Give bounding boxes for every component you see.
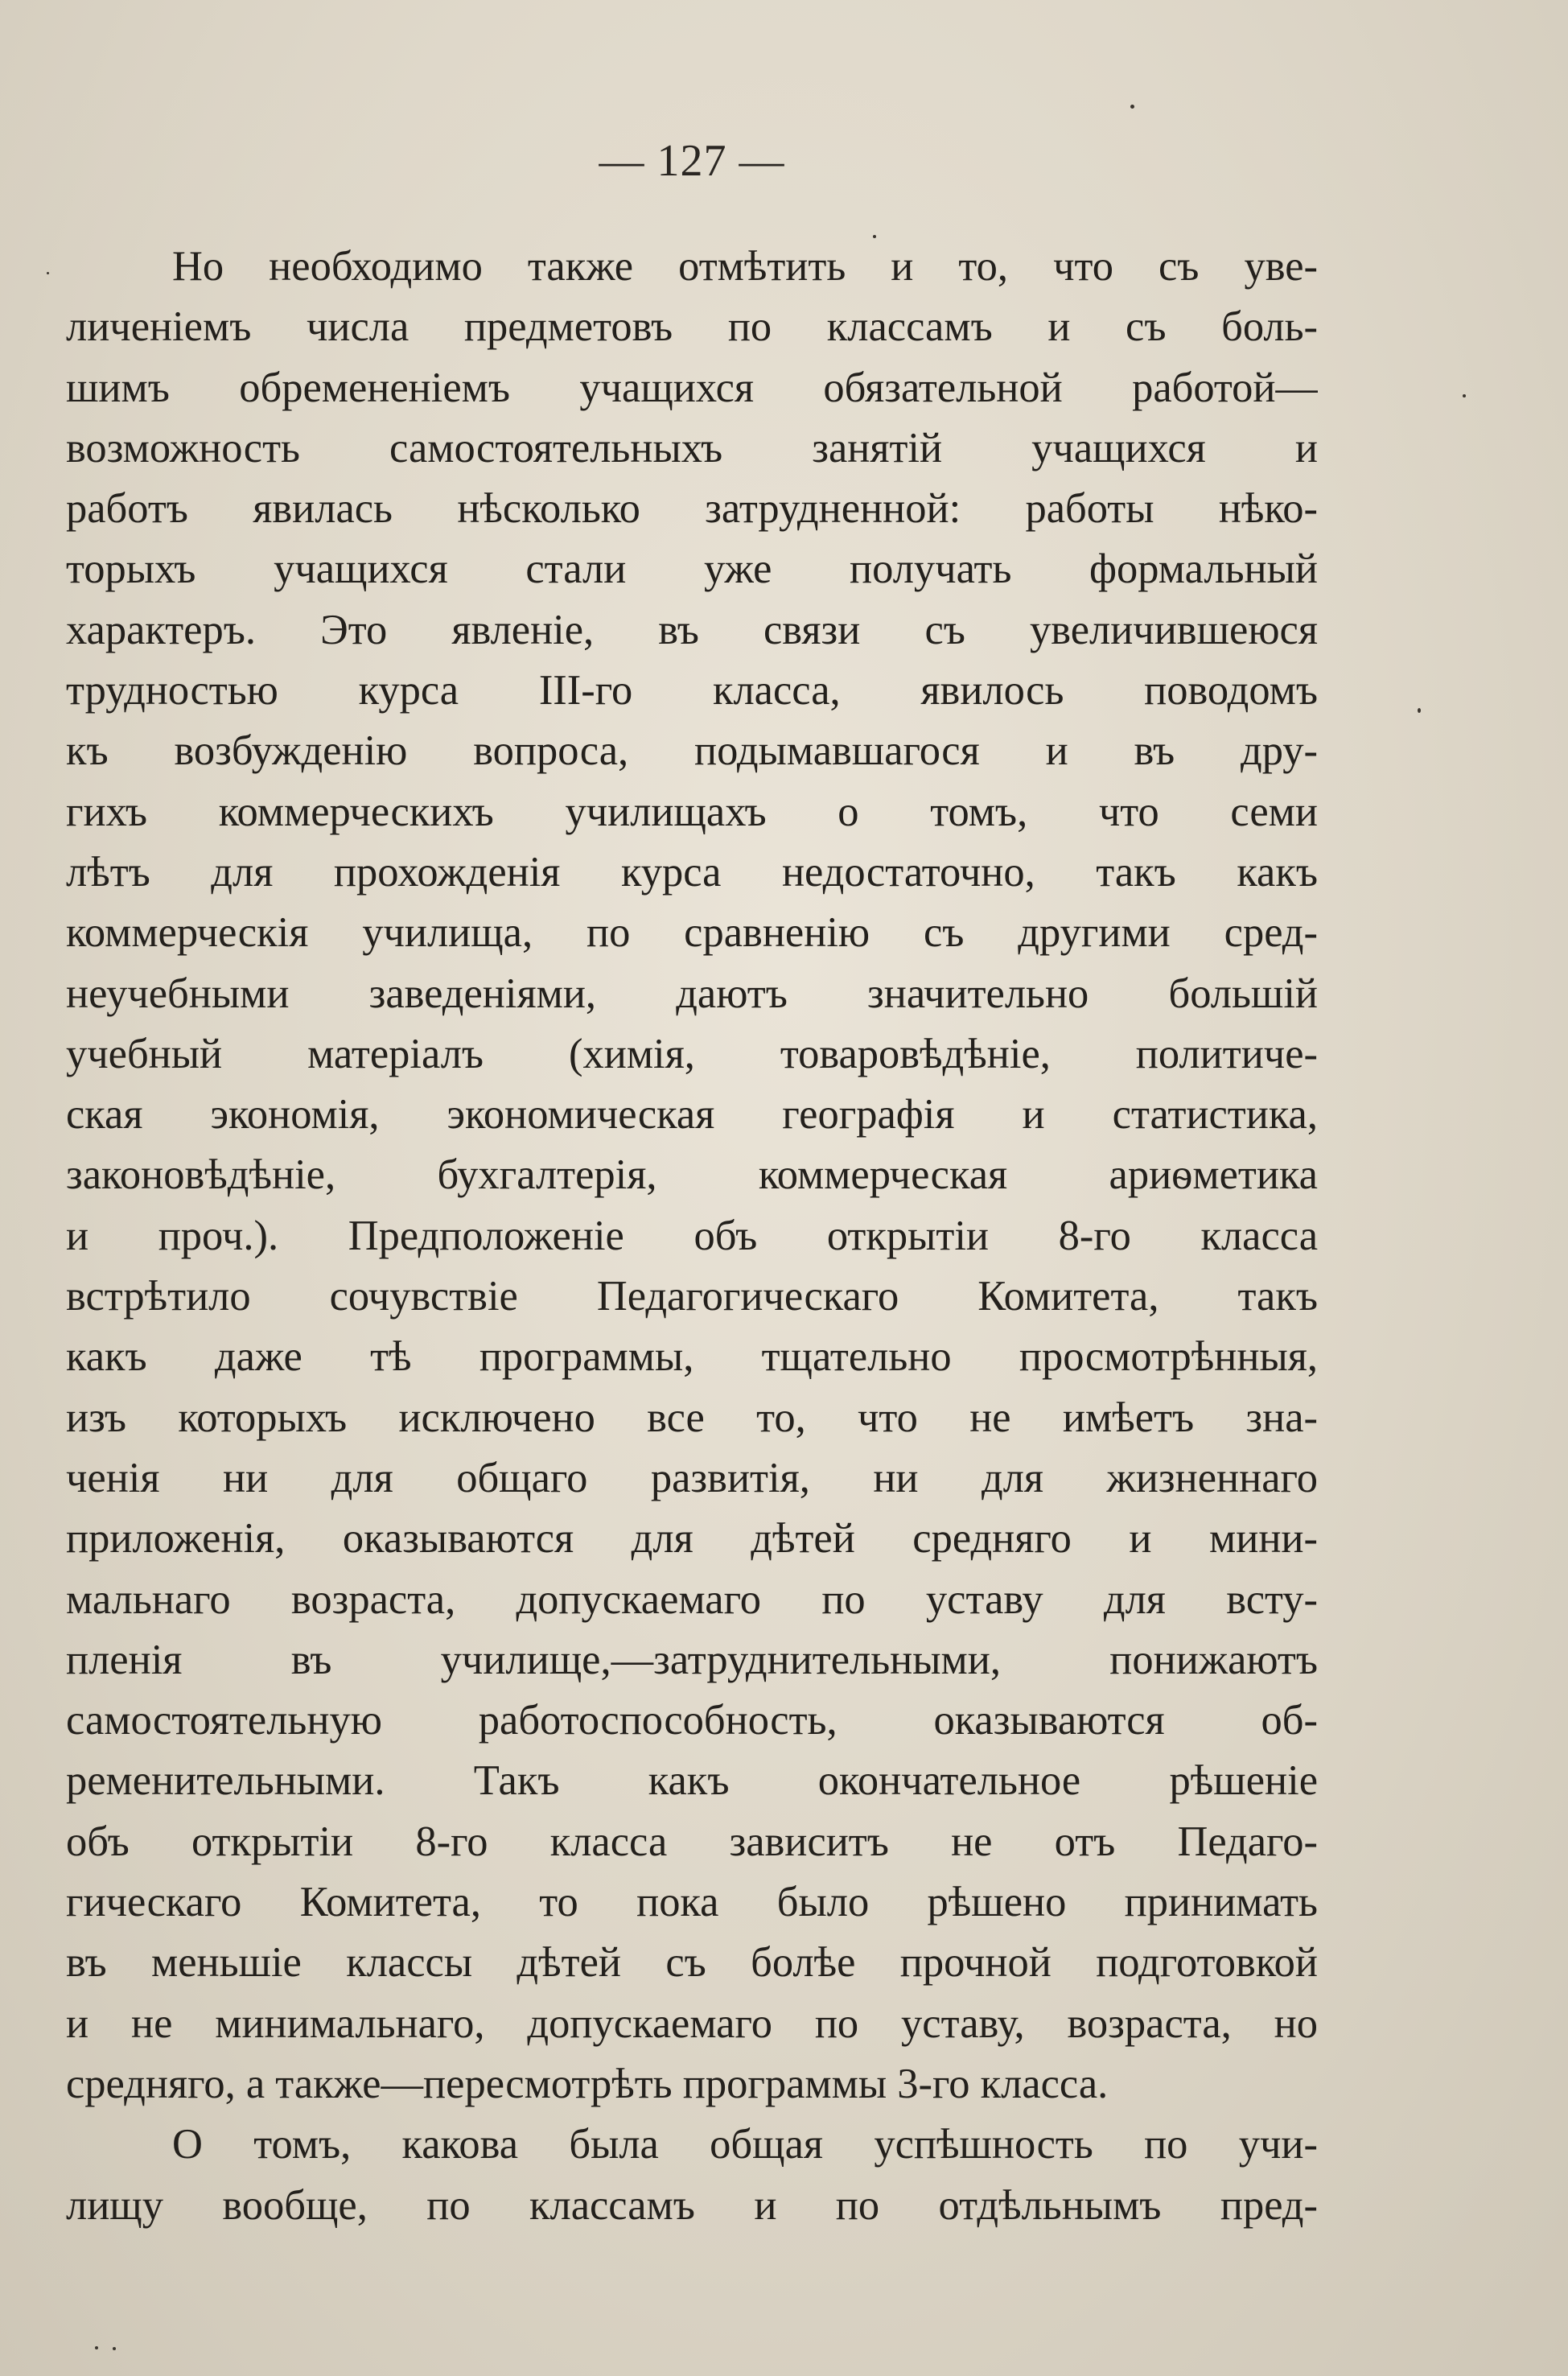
- text-line: работъ явилась нѣсколько затрудненной: работы нѣко-: [66, 485, 1318, 533]
- text-line: лѣтъ для прохожденія курса недостаточно, такъ какъ: [66, 848, 1318, 896]
- text-line: неучебными заведеніями, даютъ значительно большій: [66, 970, 1318, 1017]
- text-line: и проч.). Предположеніе объ открытіи 8-го класса: [66, 1212, 1318, 1259]
- paragraph: [66, 2115, 1318, 2236]
- scan-speck: [1130, 105, 1134, 109]
- text-line: гихъ коммерческихъ училищахъ о томъ, что семи: [66, 788, 1318, 835]
- text-line: учебный матеріалъ (химія, товаровѣдѣніе, политиче-: [66, 1030, 1318, 1077]
- scan-speck: [47, 272, 49, 274]
- text-line: ченія ни для общаго развитія, ни для жизненнаго: [66, 1454, 1318, 1501]
- text-line: законовѣдѣніе, бухгалтерія, коммерческая ариѳметика: [66, 1151, 1318, 1199]
- text-line: мальнаго возраста, допускаемаго по уставу для всту-: [66, 1575, 1318, 1623]
- text-line: самостоятельную работоспособность, оказываются об-: [66, 1697, 1318, 1744]
- scan-speck: [1418, 708, 1421, 713]
- text-line: личеніемъ числа предметовъ по классамъ и съ боль-: [66, 303, 1318, 351]
- scan-speck: [873, 235, 876, 238]
- text-line: къ возбужденію вопроса, подымавшагося и въ дру-: [66, 727, 1318, 775]
- text-line: трудностью курса III-го класса, явилось поводомъ: [66, 667, 1318, 714]
- text-line: ская экономія, экономическая географія и статистика,: [66, 1091, 1318, 1139]
- scan-speck: [1463, 394, 1466, 397]
- text-line: О томъ, какова была общая успѣшность по учи-: [172, 2121, 1318, 2168]
- text-line: въ меньшіе классы дѣтей съ болѣе прочной подготовкой: [66, 1939, 1318, 1987]
- text-line: возможность самостоятельныхъ занятій учащихся и: [66, 424, 1318, 471]
- text-line: Но необходимо также отмѣтить и то, что съ уве-: [172, 243, 1318, 290]
- text-line: и не минимальнаго, допускаемаго по уставу, возраста, но: [66, 1999, 1318, 2047]
- text-line: шимъ обремененіемъ учащихся обязательной работой—: [66, 364, 1318, 411]
- page-number: — 127 —: [599, 136, 785, 186]
- scan-speck: [113, 2347, 116, 2350]
- text-line: изъ которыхъ исключено все то, что не имѣетъ зна-: [66, 1394, 1318, 1441]
- text-line: приложенія, оказываются для дѣтей средняго и мини-: [66, 1515, 1318, 1563]
- scan-speck: [95, 2346, 98, 2349]
- text-line: лищу вообще, по классамъ и по отдѣльнымъ пред-: [66, 2181, 1318, 2229]
- text-line: коммерческія училища, по сравненію съ другими сред-: [66, 909, 1318, 957]
- text-line: объ открытіи 8-го класса зависитъ не отъ Педаго-: [66, 1818, 1318, 1865]
- text-line: средняго, а также—пересмотрѣть программы 3-го класса.: [66, 2060, 1109, 2107]
- text-line: встрѣтило сочувствіе Педагогическаго Комитета, такъ: [66, 1273, 1318, 1320]
- text-line: характеръ. Это явленіе, въ связи съ увеличившеюся: [66, 606, 1318, 653]
- paragraph: [66, 237, 1318, 2115]
- text-line: какъ даже тѣ программы, тщательно просмотрѣнныя,: [66, 1333, 1318, 1381]
- text-line: гическаго Комитета, то пока было рѣшено принимать: [66, 1879, 1318, 1926]
- text-line: торыхъ учащихся стали уже получать формальный: [66, 546, 1318, 593]
- text-line: пленія въ училище,—затруднительными, понижаютъ: [66, 1636, 1318, 1683]
- text-line: ременительными. Такъ какъ окончательное рѣшеніе: [66, 1757, 1318, 1805]
- body-text: [66, 237, 1318, 2236]
